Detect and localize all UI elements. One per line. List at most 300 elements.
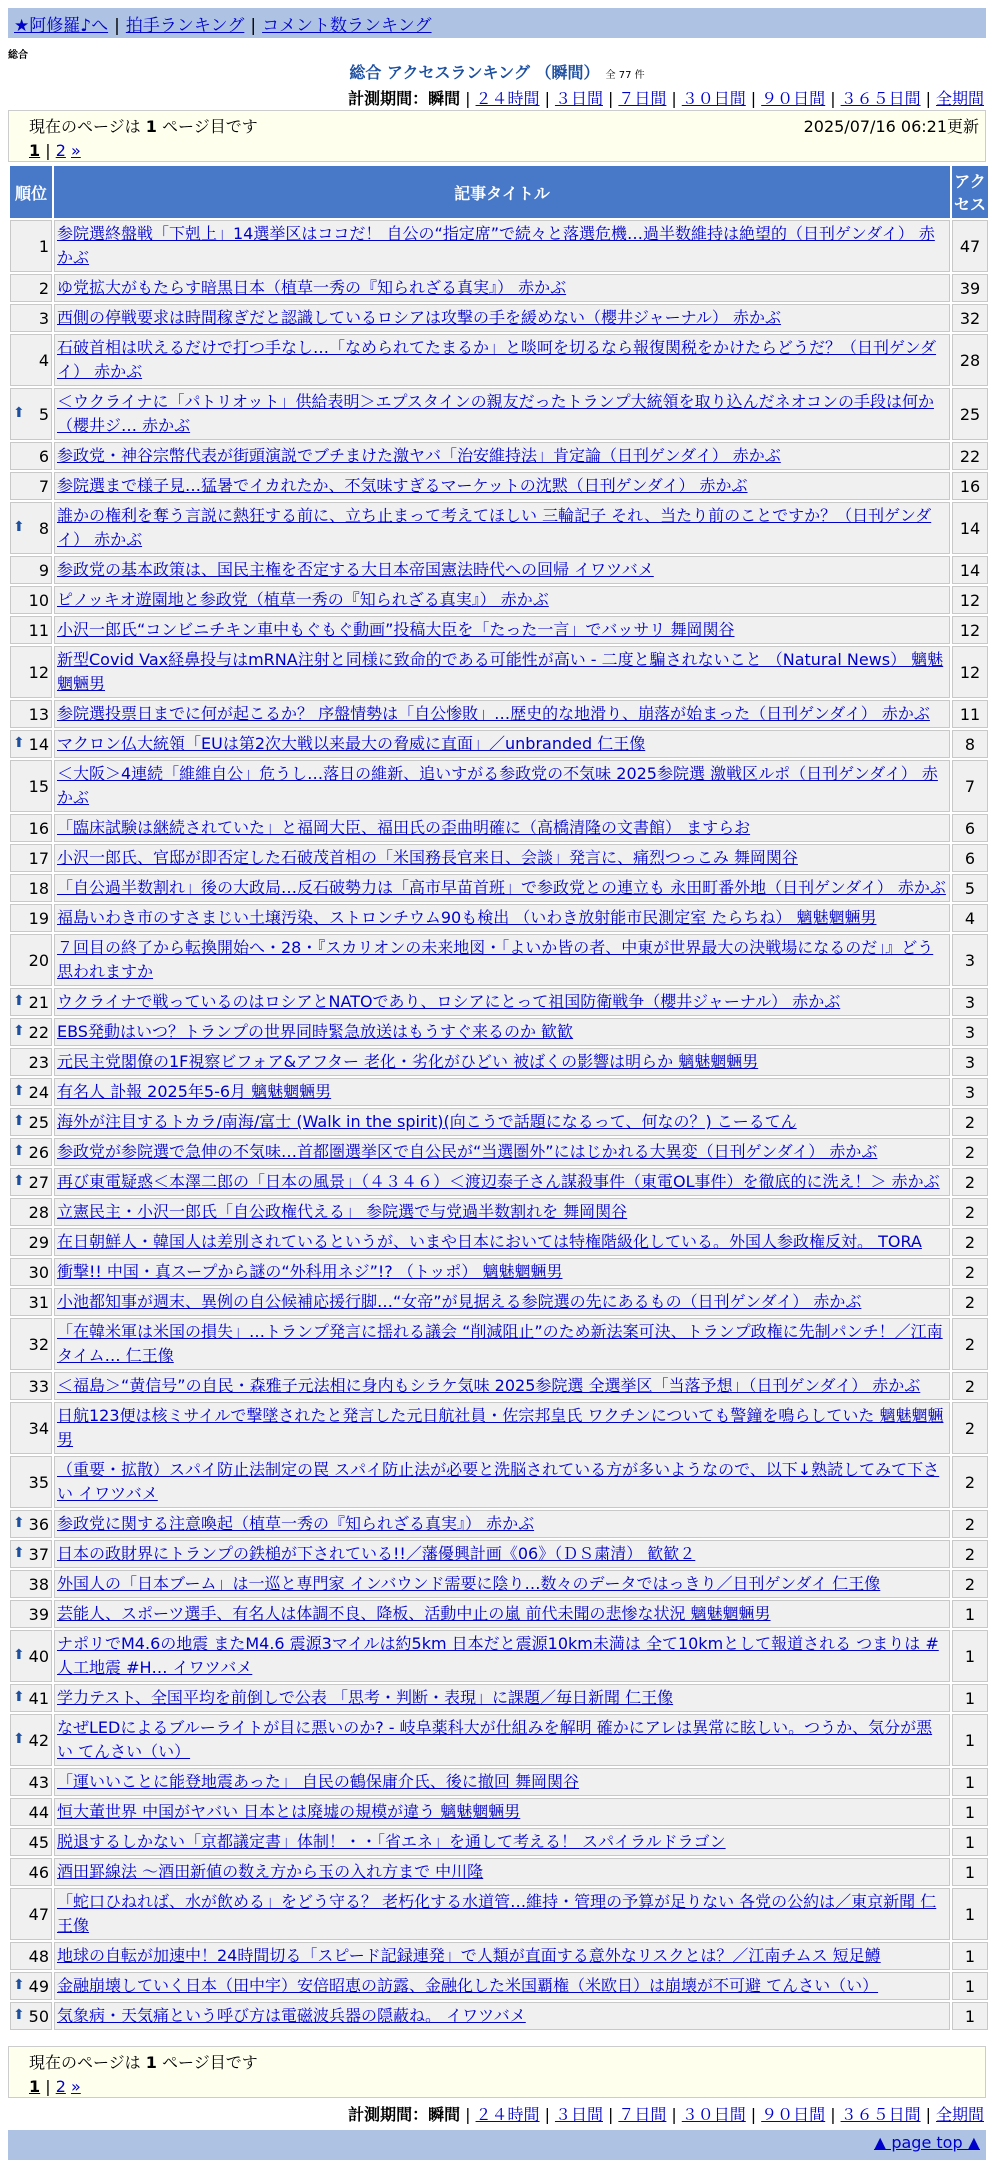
title-cell bbox=[54, 1888, 950, 1940]
page-status-page: 1 bbox=[145, 117, 157, 136]
period-link[interactable]: ９０日間 bbox=[761, 2105, 826, 2124]
rank-cell bbox=[10, 1018, 52, 1046]
rank-cell bbox=[10, 1318, 52, 1370]
page-title-text: 総合 アクセスランキング （瞬間） bbox=[349, 63, 600, 82]
clap-ranking-link[interactable]: 拍手ランキング bbox=[125, 16, 245, 36]
access-count: 2 bbox=[952, 1570, 988, 1598]
access-count: 1 bbox=[952, 1630, 988, 1682]
article-link[interactable]: ゆ党拡大がもたらす暗黒日本（植草一秀の『知られざる真実』） 赤かぶ bbox=[57, 278, 567, 297]
footer-bar bbox=[8, 2130, 986, 2160]
rank-cell bbox=[10, 304, 52, 332]
page-status-prefix-bottom: 現在のページは bbox=[29, 2053, 146, 2072]
access-count: 1 bbox=[952, 1828, 988, 1856]
pager-page-2[interactable]: 2 bbox=[55, 141, 66, 160]
table-row bbox=[10, 1372, 988, 1400]
rank-number: 45 bbox=[28, 1832, 49, 1852]
access-count: 12 bbox=[952, 646, 988, 698]
table-row bbox=[10, 2002, 988, 2030]
title-cell bbox=[54, 1828, 950, 1856]
title-cell bbox=[54, 1858, 950, 1886]
period-link[interactable]: ３６５日間 bbox=[840, 89, 921, 108]
table-row bbox=[10, 1972, 988, 2000]
title-cell bbox=[54, 220, 950, 272]
access-count: 2 bbox=[952, 1108, 988, 1136]
period-current: 瞬間 bbox=[428, 89, 461, 108]
rank-number: 9 bbox=[38, 560, 49, 580]
rank-cell bbox=[10, 646, 52, 698]
period-link[interactable]: ２４時間 bbox=[475, 89, 540, 108]
article-link[interactable]: EBS発動はいつ？トランプの世界同時緊急放送はもうすぐ来るのか 歓歓 bbox=[57, 1022, 574, 1041]
rank-number: 18 bbox=[28, 878, 49, 898]
period-link[interactable]: ７日間 bbox=[618, 2105, 667, 2124]
title-cell bbox=[54, 616, 950, 644]
article-link[interactable]: 酒田罫線法 〜酒田新値の数え方から玉の入れ方まで 中川隆 bbox=[57, 1862, 484, 1881]
page-status-bottom bbox=[8, 2046, 986, 2098]
access-count: 1 bbox=[952, 1600, 988, 1628]
rank-number: 49 bbox=[28, 1976, 49, 1996]
rank-number: 37 bbox=[28, 1544, 49, 1564]
access-count: 14 bbox=[952, 556, 988, 584]
rank-number: 40 bbox=[28, 1646, 49, 1666]
rank-cell bbox=[10, 1828, 52, 1856]
table-row bbox=[10, 700, 988, 728]
rank-cell bbox=[10, 814, 52, 842]
rank-cell bbox=[10, 1198, 52, 1226]
article-link[interactable]: 誰かの権利を奪う言説に熱狂する前に、立ち止まって考えてほしい 三輪記子 それ、当たり前のことですか？（日刊ゲンダイ） 赤かぶ bbox=[57, 506, 932, 549]
access-count: 2 bbox=[952, 1372, 988, 1400]
title-cell bbox=[54, 814, 950, 842]
title-cell bbox=[54, 1540, 950, 1568]
table-row bbox=[10, 1600, 988, 1628]
rank-number: 14 bbox=[28, 734, 49, 754]
table-row bbox=[10, 934, 988, 986]
page-status-page-bottom: 1 bbox=[145, 2053, 157, 2072]
pager-page-2-bottom[interactable]: 2 bbox=[55, 2077, 66, 2096]
article-link[interactable]: 再び東電疑惑＜本澤二郎の「日本の風景」（４３４６）＜渡辺泰子さん謀殺事件（東電OL事件）を徹底的に洗え！＞ 赤かぶ bbox=[57, 1172, 940, 1191]
title-cell bbox=[54, 1402, 950, 1454]
access-count: 1 bbox=[952, 1798, 988, 1826]
period-separator: | bbox=[465, 89, 471, 108]
article-link[interactable]: 小池都知事が週末、異例の自公候補応援行脚…“女帝”が見据える参院選の先にあるもの（日刊ゲンダイ） 赤かぶ bbox=[57, 1292, 862, 1311]
article-link[interactable]: （重要・拡散）スパイ防止法制定の罠 スパイ防止法が必要と洗脳されている方が多いようなので、以下↓熟読してみて下さい イワツバメ bbox=[57, 1460, 940, 1503]
period-link[interactable]: ３６５日間 bbox=[840, 2105, 921, 2124]
table-row bbox=[10, 472, 988, 500]
rank-cell bbox=[10, 1570, 52, 1598]
article-link[interactable]: 恒大董世界 中国がヤバい 日本とは廃墟の規模が違う 魑魅魍魎男 bbox=[57, 1802, 521, 1821]
article-link[interactable]: ＜大阪＞4連続「維維自公」危うし…落日の維新、追いすがる参政党の不気味 2025参院選 激戦区ルポ（日刊ゲンダイ） 赤かぶ bbox=[57, 764, 938, 807]
title-cell bbox=[54, 1768, 950, 1796]
article-link[interactable]: 参院選まで様子見…猛暑でイカれたか、不気味すぎるマーケットの沈黙（日刊ゲンダイ） 赤かぶ bbox=[57, 476, 748, 495]
up-arrow-icon: ⬆ bbox=[13, 2006, 25, 2023]
title-cell bbox=[54, 1798, 950, 1826]
access-count: 22 bbox=[952, 442, 988, 470]
article-link[interactable]: 新型Covid Vax経鼻投与はmRNA注射と同様に致命的である可能性が高い - 二度と騙されないこと （Natural News） 魑魅魍魎男 bbox=[57, 650, 944, 693]
article-link[interactable]: 金融崩壊していく日本（田中宇）安倍昭恵の訪露、金融化した米国覇権（米欧日）は崩壊が不可避 てんさい（い） bbox=[57, 1976, 879, 1995]
rank-cell bbox=[10, 2002, 52, 2030]
period-link[interactable]: ３０日間 bbox=[681, 2105, 746, 2124]
period-link[interactable]: ３日間 bbox=[554, 89, 603, 108]
table-row bbox=[10, 502, 988, 554]
period-selector-top bbox=[348, 86, 984, 109]
table-row bbox=[10, 1510, 988, 1538]
access-count: 7 bbox=[952, 760, 988, 812]
up-arrow-icon: ⬆ bbox=[13, 1730, 25, 1747]
up-arrow-icon: ⬆ bbox=[13, 1514, 25, 1531]
access-count: 2 bbox=[952, 1510, 988, 1538]
rank-cell bbox=[10, 1768, 52, 1796]
table-row bbox=[10, 988, 988, 1016]
access-count: 1 bbox=[952, 1858, 988, 1886]
title-cell bbox=[54, 874, 950, 902]
access-count: 16 bbox=[952, 472, 988, 500]
rank-number: 39 bbox=[28, 1604, 49, 1624]
access-count: 4 bbox=[952, 904, 988, 932]
article-link[interactable]: 外国人の「日本ブーム」は一巡と専門家 インバウンド需要に陰り…数々のデータではっきり／日刊ゲンダイ 仁王像 bbox=[57, 1574, 881, 1593]
table-row bbox=[10, 556, 988, 584]
access-count: 1 bbox=[952, 1888, 988, 1940]
table-row bbox=[10, 1714, 988, 1766]
rank-cell bbox=[10, 1510, 52, 1538]
title-cell bbox=[54, 1372, 950, 1400]
rank-number: 12 bbox=[28, 662, 49, 682]
rank-cell bbox=[10, 1258, 52, 1286]
rank-cell bbox=[10, 904, 52, 932]
article-link[interactable]: 「臨床試験は継続されていた」と福岡大臣、福田氏の歪曲明確に（高橋清隆の文書館） ますらお bbox=[57, 818, 751, 837]
article-link[interactable]: 在日朝鮮人・韓国人は差別されているというが、いまや日本においては特権階級化している。外国人参政権反対。 TORA bbox=[57, 1232, 922, 1251]
rank-number: 11 bbox=[28, 620, 49, 640]
table-row bbox=[10, 1048, 988, 1076]
table-row bbox=[10, 1228, 988, 1256]
article-link[interactable]: なぜLEDによるブルーライトが目に悪いのか? - 岐阜薬科大が仕組みを解明 確かにアレは異常に眩しい。つうか、気分が悪い てんさい（い） bbox=[57, 1718, 933, 1761]
rank-cell bbox=[10, 274, 52, 302]
article-link[interactable]: 衝撃!! 中国・真スープから謎の“外科用ネジ”!? （トッポ） 魑魅魍魎男 bbox=[57, 1262, 563, 1281]
table-row bbox=[10, 1888, 988, 1940]
table-row bbox=[10, 1540, 988, 1568]
rank-number: 2 bbox=[38, 278, 49, 298]
title-cell bbox=[54, 304, 950, 332]
period-separator: | bbox=[671, 89, 677, 108]
title-cell bbox=[54, 1630, 950, 1682]
rank-cell bbox=[10, 760, 52, 812]
period-separator: | bbox=[830, 2105, 836, 2124]
table-row bbox=[10, 904, 988, 932]
period-separator: | bbox=[544, 89, 550, 108]
table-row bbox=[10, 646, 988, 698]
rank-number: 6 bbox=[38, 446, 49, 466]
table-row bbox=[10, 442, 988, 470]
title-cell bbox=[54, 1570, 950, 1598]
article-link[interactable]: ナポリでM4.6の地震 またM4.6 震源3マイルは約5km 日本だと震源10km未満は 全て10kmとして報道される つまりは #人工地震 #H… イワツバメ bbox=[57, 1634, 939, 1677]
rank-cell bbox=[10, 934, 52, 986]
up-arrow-icon: ⬆ bbox=[13, 1646, 25, 1663]
access-count: 11 bbox=[952, 700, 988, 728]
access-count: 2 bbox=[952, 1456, 988, 1508]
access-count: 3 bbox=[952, 1048, 988, 1076]
rank-number: 21 bbox=[28, 992, 49, 1012]
title-cell bbox=[54, 1228, 950, 1256]
rank-number: 15 bbox=[28, 776, 49, 796]
article-link[interactable]: ウクライナで戦っているのはロシアとNATOであり、ロシアにとって祖国防衛戦争（櫻井ジャーナル） 赤かぶ bbox=[57, 992, 841, 1011]
access-count: 14 bbox=[952, 502, 988, 554]
rank-cell bbox=[10, 616, 52, 644]
total-count: 全 77 件 bbox=[605, 70, 645, 81]
access-count: 8 bbox=[952, 730, 988, 758]
access-count: 2 bbox=[952, 1228, 988, 1256]
table-row bbox=[10, 1078, 988, 1106]
article-link[interactable]: 西側の停戦要求は時間稼ぎだと認識しているロシアは攻撃の手を緩めない（櫻井ジャーナル） 赤かぶ bbox=[57, 308, 781, 327]
access-count: 1 bbox=[952, 1714, 988, 1766]
table-row bbox=[10, 220, 988, 272]
pager-next-bottom[interactable]: » bbox=[70, 2077, 81, 2096]
rank-number: 29 bbox=[28, 1232, 49, 1252]
access-count: 2 bbox=[952, 1318, 988, 1370]
title-cell bbox=[54, 274, 950, 302]
period-separator: | bbox=[750, 2105, 757, 2124]
article-link[interactable]: ＜福島＞“黄信号”の自民・森雅子元法相に身内もシラケ気味 2025参院選 全選挙区「当落予想」（日刊ゲンダイ） 赤かぶ bbox=[57, 1376, 921, 1395]
title-cell bbox=[54, 334, 950, 386]
period-link[interactable]: ３日間 bbox=[554, 2105, 603, 2124]
table-row bbox=[10, 1168, 988, 1196]
title-cell bbox=[54, 904, 950, 932]
rank-cell bbox=[10, 988, 52, 1016]
article-link[interactable]: 「在韓米軍は米国の損失」…トランプ発言に揺れる議会 “削減阻止”のため新法案可決、トランプ政権に先制パンチ！／江南タイム… 仁王像 bbox=[57, 1322, 943, 1365]
rank-cell bbox=[10, 1372, 52, 1400]
table-row bbox=[10, 304, 988, 332]
title-cell bbox=[54, 1258, 950, 1286]
period-selector-bottom bbox=[348, 2102, 984, 2125]
table-row bbox=[10, 760, 988, 812]
rank-number: 26 bbox=[28, 1142, 49, 1162]
period-link[interactable]: ３０日間 bbox=[681, 89, 746, 108]
rank-cell bbox=[10, 1228, 52, 1256]
rank-number: 34 bbox=[28, 1418, 49, 1438]
access-count: 5 bbox=[952, 874, 988, 902]
rank-number: 3 bbox=[38, 308, 49, 328]
article-link[interactable]: 参政党・神谷宗幣代表が街頭演説でブチまけた激ヤバ「治安維持法」肯定論（日刊ゲンダイ） 赤かぶ bbox=[57, 446, 781, 465]
rank-cell bbox=[10, 1168, 52, 1196]
rank-number: 47 bbox=[28, 1904, 49, 1924]
access-count: 1 bbox=[952, 1768, 988, 1796]
rank-number: 36 bbox=[28, 1514, 49, 1534]
title-cell bbox=[54, 646, 950, 698]
up-arrow-icon: ⬆ bbox=[13, 404, 25, 421]
article-link[interactable]: 参院選投票日までに何が起こるか？ 序盤情勢は「自公惨敗」…歴史的な地滑り、崩落が始まった（日刊ゲンダイ） 赤かぶ bbox=[57, 704, 930, 723]
period-link[interactable]: ２４時間 bbox=[475, 2105, 540, 2124]
title-cell bbox=[54, 1318, 950, 1370]
rank-cell bbox=[10, 1630, 52, 1682]
table-row bbox=[10, 1858, 988, 1886]
rank-number: 1 bbox=[38, 236, 49, 256]
rank-cell bbox=[10, 442, 52, 470]
period-label: 計測期間： bbox=[348, 89, 429, 108]
period-link[interactable]: 全期間 bbox=[935, 2105, 984, 2124]
rank-number: 33 bbox=[28, 1376, 49, 1396]
access-count: 2 bbox=[952, 1258, 988, 1286]
table-row bbox=[10, 1828, 988, 1856]
period-separator: | bbox=[671, 2105, 677, 2124]
access-count: 12 bbox=[952, 616, 988, 644]
article-link[interactable]: 有名人 訃報 2025年5-6月 魑魅魍魎男 bbox=[57, 1082, 332, 1101]
rank-cell bbox=[10, 1288, 52, 1316]
table-header bbox=[10, 166, 988, 218]
table-row bbox=[10, 730, 988, 758]
article-link[interactable]: 「運いいことに能登地震あった」 自民の鶴保庸介氏、後に撤回 舞岡関谷 bbox=[57, 1772, 580, 1791]
rank-number: 46 bbox=[28, 1862, 49, 1882]
table-row bbox=[10, 1798, 988, 1826]
access-count: 28 bbox=[952, 334, 988, 386]
rank-cell bbox=[10, 1942, 52, 1970]
table-row bbox=[10, 814, 988, 842]
access-count: 1 bbox=[952, 2002, 988, 2030]
rank-number: 42 bbox=[28, 1730, 49, 1750]
article-link[interactable]: ピノッキオ遊園地と参政党（植草一秀の『知られざる真実』） 赤かぶ bbox=[57, 590, 549, 609]
title-cell bbox=[54, 1198, 950, 1226]
access-count: 2 bbox=[952, 1168, 988, 1196]
up-arrow-icon: ⬆ bbox=[13, 1976, 25, 1993]
article-link[interactable]: ＜ウクライナに「パトリオット」供給表明＞エプスタインの親友だったトランプ大統領を取り込んだネオコンの手段は何か（櫻井ジ… 赤かぶ bbox=[57, 392, 934, 435]
section-label: 総合 bbox=[8, 50, 28, 61]
title-cell bbox=[54, 1942, 950, 1970]
rank-cell bbox=[10, 220, 52, 272]
table-row bbox=[10, 874, 988, 902]
access-count: 3 bbox=[952, 1078, 988, 1106]
article-link[interactable]: 立憲民主・小沢一郎氏「自公政権代える」 参院選で与党過半数割れを 舞岡関谷 bbox=[57, 1202, 628, 1221]
ranking-table bbox=[8, 164, 990, 2032]
article-link[interactable]: 日航123便は核ミサイルで撃墜されたと発言した元日航社員・佐宗邦皇氏 ワクチンについても警鐘を鳴らしていた 魑魅魍魎男 bbox=[57, 1406, 944, 1449]
article-link[interactable]: ７回目の終了から転換開始へ・28・『スカリオンの未来地図・「よいか皆の者、中東が世界最大の決戦場になるのだ」』どう思われますか bbox=[57, 938, 934, 981]
page-top-link[interactable]: ▲ page top ▲ bbox=[873, 2133, 980, 2152]
article-link[interactable]: 「蛇口ひねれば、水が飲める」をどう守る？ 老朽化する水道管…維持・管理の予算が足りない 各党の公約は／東京新聞 仁王像 bbox=[57, 1892, 937, 1935]
title-cell bbox=[54, 556, 950, 584]
title-cell bbox=[54, 1684, 950, 1712]
article-link[interactable]: 学力テスト、全国平均を前倒しで公表 「思考・判断・表現」に課題／毎日新聞 仁王像 bbox=[57, 1688, 674, 1707]
table-row bbox=[10, 1258, 988, 1286]
table-row bbox=[10, 1018, 988, 1046]
table-row bbox=[10, 1630, 988, 1682]
article-link[interactable]: 石破首相は吠えるだけで打つ手なし…「なめられてたまるか」と啖呵を切るなら報復関税をかけたらどうだ？（日刊ゲンダイ） 赤かぶ bbox=[57, 338, 937, 381]
title-cell bbox=[54, 1972, 950, 2000]
rank-cell bbox=[10, 1078, 52, 1106]
rank-cell bbox=[10, 700, 52, 728]
rank-cell bbox=[10, 1456, 52, 1508]
title-cell bbox=[54, 442, 950, 470]
article-link[interactable]: 小沢一郎氏“コンビニチキン車中もぐもぐ動画”投稿大臣を「たった一言」でバッサリ 舞岡関谷 bbox=[57, 620, 735, 639]
article-link[interactable]: 日本の政財界にトランプの鉄槌が下されている!!／藩優興計画《06》（ＤＳ粛清） 歓歓２ bbox=[57, 1544, 696, 1563]
table-row bbox=[10, 1318, 988, 1370]
rank-cell bbox=[10, 730, 52, 758]
rank-cell bbox=[10, 1798, 52, 1826]
home-link[interactable]: ★阿修羅♪へ bbox=[14, 16, 109, 36]
period-separator: | bbox=[925, 2105, 931, 2124]
rank-cell bbox=[10, 472, 52, 500]
rank-cell bbox=[10, 1888, 52, 1940]
period-separator: | bbox=[607, 89, 614, 108]
top-nav-bar: ★阿修羅♪へ | 拍手ランキング | コメント数ランキング bbox=[8, 8, 986, 38]
rank-number: 23 bbox=[28, 1052, 49, 1072]
access-count: 3 bbox=[952, 988, 988, 1016]
article-link[interactable]: 海外が注目するトカラ/南海/富士 (Walk in the spirit)(向こうで話題になるって、何なの？) こーるてん bbox=[57, 1112, 797, 1131]
up-arrow-icon: ⬆ bbox=[13, 1112, 25, 1129]
rank-number: 20 bbox=[28, 950, 49, 970]
rank-number: 17 bbox=[28, 848, 49, 868]
rank-number: 22 bbox=[28, 1022, 49, 1042]
up-arrow-icon: ⬆ bbox=[13, 518, 25, 535]
rank-number: 30 bbox=[28, 1262, 49, 1282]
header-access: アクセス bbox=[952, 166, 988, 218]
access-count: 12 bbox=[952, 586, 988, 614]
header-title: 記事タイトル bbox=[54, 166, 950, 218]
article-link[interactable]: 福島いわき市のすさまじい土壌汚染、ストロンチウム90も検出 （いわき放射能市民測定室 たらちね） 魑魅魍魎男 bbox=[57, 908, 877, 927]
period-link[interactable]: ７日間 bbox=[618, 89, 667, 108]
article-link[interactable]: 参院選終盤戦「下剋上」14選挙区はココだ！ 自公の“指定席”で続々と落選危機…過半数維持は絶望的（日刊ゲンダイ） 赤かぶ bbox=[57, 224, 935, 267]
updated-timestamp: 2025/07/16 06:21更新 bbox=[803, 117, 979, 136]
article-link[interactable]: 「自公過半数割れ」後の大政局…反石破勢力は「高市早苗首班」で参政党との連立も 永田町番外地（日刊ゲンダイ） 赤かぶ bbox=[57, 878, 946, 897]
article-link[interactable]: 小沢一郎氏、官邸が即否定した石破茂首相の「米国務長官来日、会談」発言に、痛烈つっこみ 舞岡関谷 bbox=[57, 848, 798, 867]
rank-number: 13 bbox=[28, 704, 49, 724]
article-link[interactable]: 地球の自転が加速中！24時間切る「スピード記録連発」で人類が直面する意外なリスクとは？／江南チムス 短足鱒 bbox=[57, 1946, 881, 1965]
access-count: 39 bbox=[952, 274, 988, 302]
title-cell bbox=[54, 472, 950, 500]
up-arrow-icon: ⬆ bbox=[13, 1688, 25, 1705]
comment-ranking-link[interactable]: コメント数ランキング bbox=[262, 16, 432, 36]
rank-number: 5 bbox=[38, 404, 49, 424]
table-row bbox=[10, 586, 988, 614]
article-link[interactable]: 芸能人、スポーツ選手、有名人は体調不良、降板、活動中止の嵐 前代未聞の悲惨な状況 魑魅魍魎男 bbox=[57, 1604, 771, 1623]
period-link[interactable]: 全期間 bbox=[935, 89, 984, 108]
rank-cell bbox=[10, 1048, 52, 1076]
article-link[interactable]: 参政党の基本政策は、国民主権を否定する大日本帝国憲法時代への回帰 イワツバメ bbox=[57, 560, 654, 579]
page-status-prefix: 現在のページは bbox=[29, 117, 146, 136]
rank-cell bbox=[10, 1108, 52, 1136]
article-link[interactable]: 脱退するしかない「京都議定書」体制！・・「省エネ」を通して考える！ スパイラルドラゴン bbox=[57, 1832, 726, 1851]
article-link[interactable]: 参政党に関する注意喚起（植草一秀の『知られざる真実』） 赤かぶ bbox=[57, 1514, 535, 1533]
rank-cell bbox=[10, 1858, 52, 1886]
access-count: 2 bbox=[952, 1198, 988, 1226]
table-row bbox=[10, 1942, 988, 1970]
rank-cell bbox=[10, 1402, 52, 1454]
up-arrow-icon: ⬆ bbox=[13, 1022, 25, 1039]
rank-number: 35 bbox=[28, 1472, 49, 1492]
article-link[interactable]: 元民主党閣僚の1F視察ビフォア&アフター 老化・劣化がひどい 被ばくの影響は明らか 魑魅魍魎男 bbox=[57, 1052, 759, 1071]
article-link[interactable]: 気象病・天気痛という呼び方は電磁波兵器の隠蔽ね。 イワツバメ bbox=[57, 2006, 526, 2025]
access-count: 2 bbox=[952, 1402, 988, 1454]
rank-number: 44 bbox=[28, 1802, 49, 1822]
page-status-top bbox=[8, 110, 986, 162]
table-row bbox=[10, 616, 988, 644]
title-cell bbox=[54, 1048, 950, 1076]
access-count: 3 bbox=[952, 1018, 988, 1046]
rank-number: 27 bbox=[28, 1172, 49, 1192]
rank-number: 48 bbox=[28, 1946, 49, 1966]
title-cell bbox=[54, 502, 950, 554]
period-link[interactable]: ９０日間 bbox=[761, 89, 826, 108]
rank-cell bbox=[10, 1600, 52, 1628]
table-row bbox=[10, 334, 988, 386]
access-count: 1 bbox=[952, 1684, 988, 1712]
up-arrow-icon: ⬆ bbox=[13, 1142, 25, 1159]
access-count: 32 bbox=[952, 304, 988, 332]
title-cell bbox=[54, 2002, 950, 2030]
table-row bbox=[10, 388, 988, 440]
up-arrow-icon: ⬆ bbox=[13, 992, 25, 1009]
pager-next[interactable]: » bbox=[70, 141, 81, 160]
page-status-suffix-bottom: ページ目です bbox=[156, 2053, 258, 2072]
article-link[interactable]: マクロン仏大統領「EUは第2次大戦以来最大の脅威に直面」／unbranded 仁王像 bbox=[57, 734, 646, 753]
table-row bbox=[10, 1684, 988, 1712]
title-cell bbox=[54, 1714, 950, 1766]
access-count: 2 bbox=[952, 1540, 988, 1568]
article-link[interactable]: 参政党が参院選で急伸の不気味…首都圏選挙区で自公民が“当選圏外”にはじかれる大異変（日刊ゲンダイ） 赤かぶ bbox=[57, 1142, 878, 1161]
